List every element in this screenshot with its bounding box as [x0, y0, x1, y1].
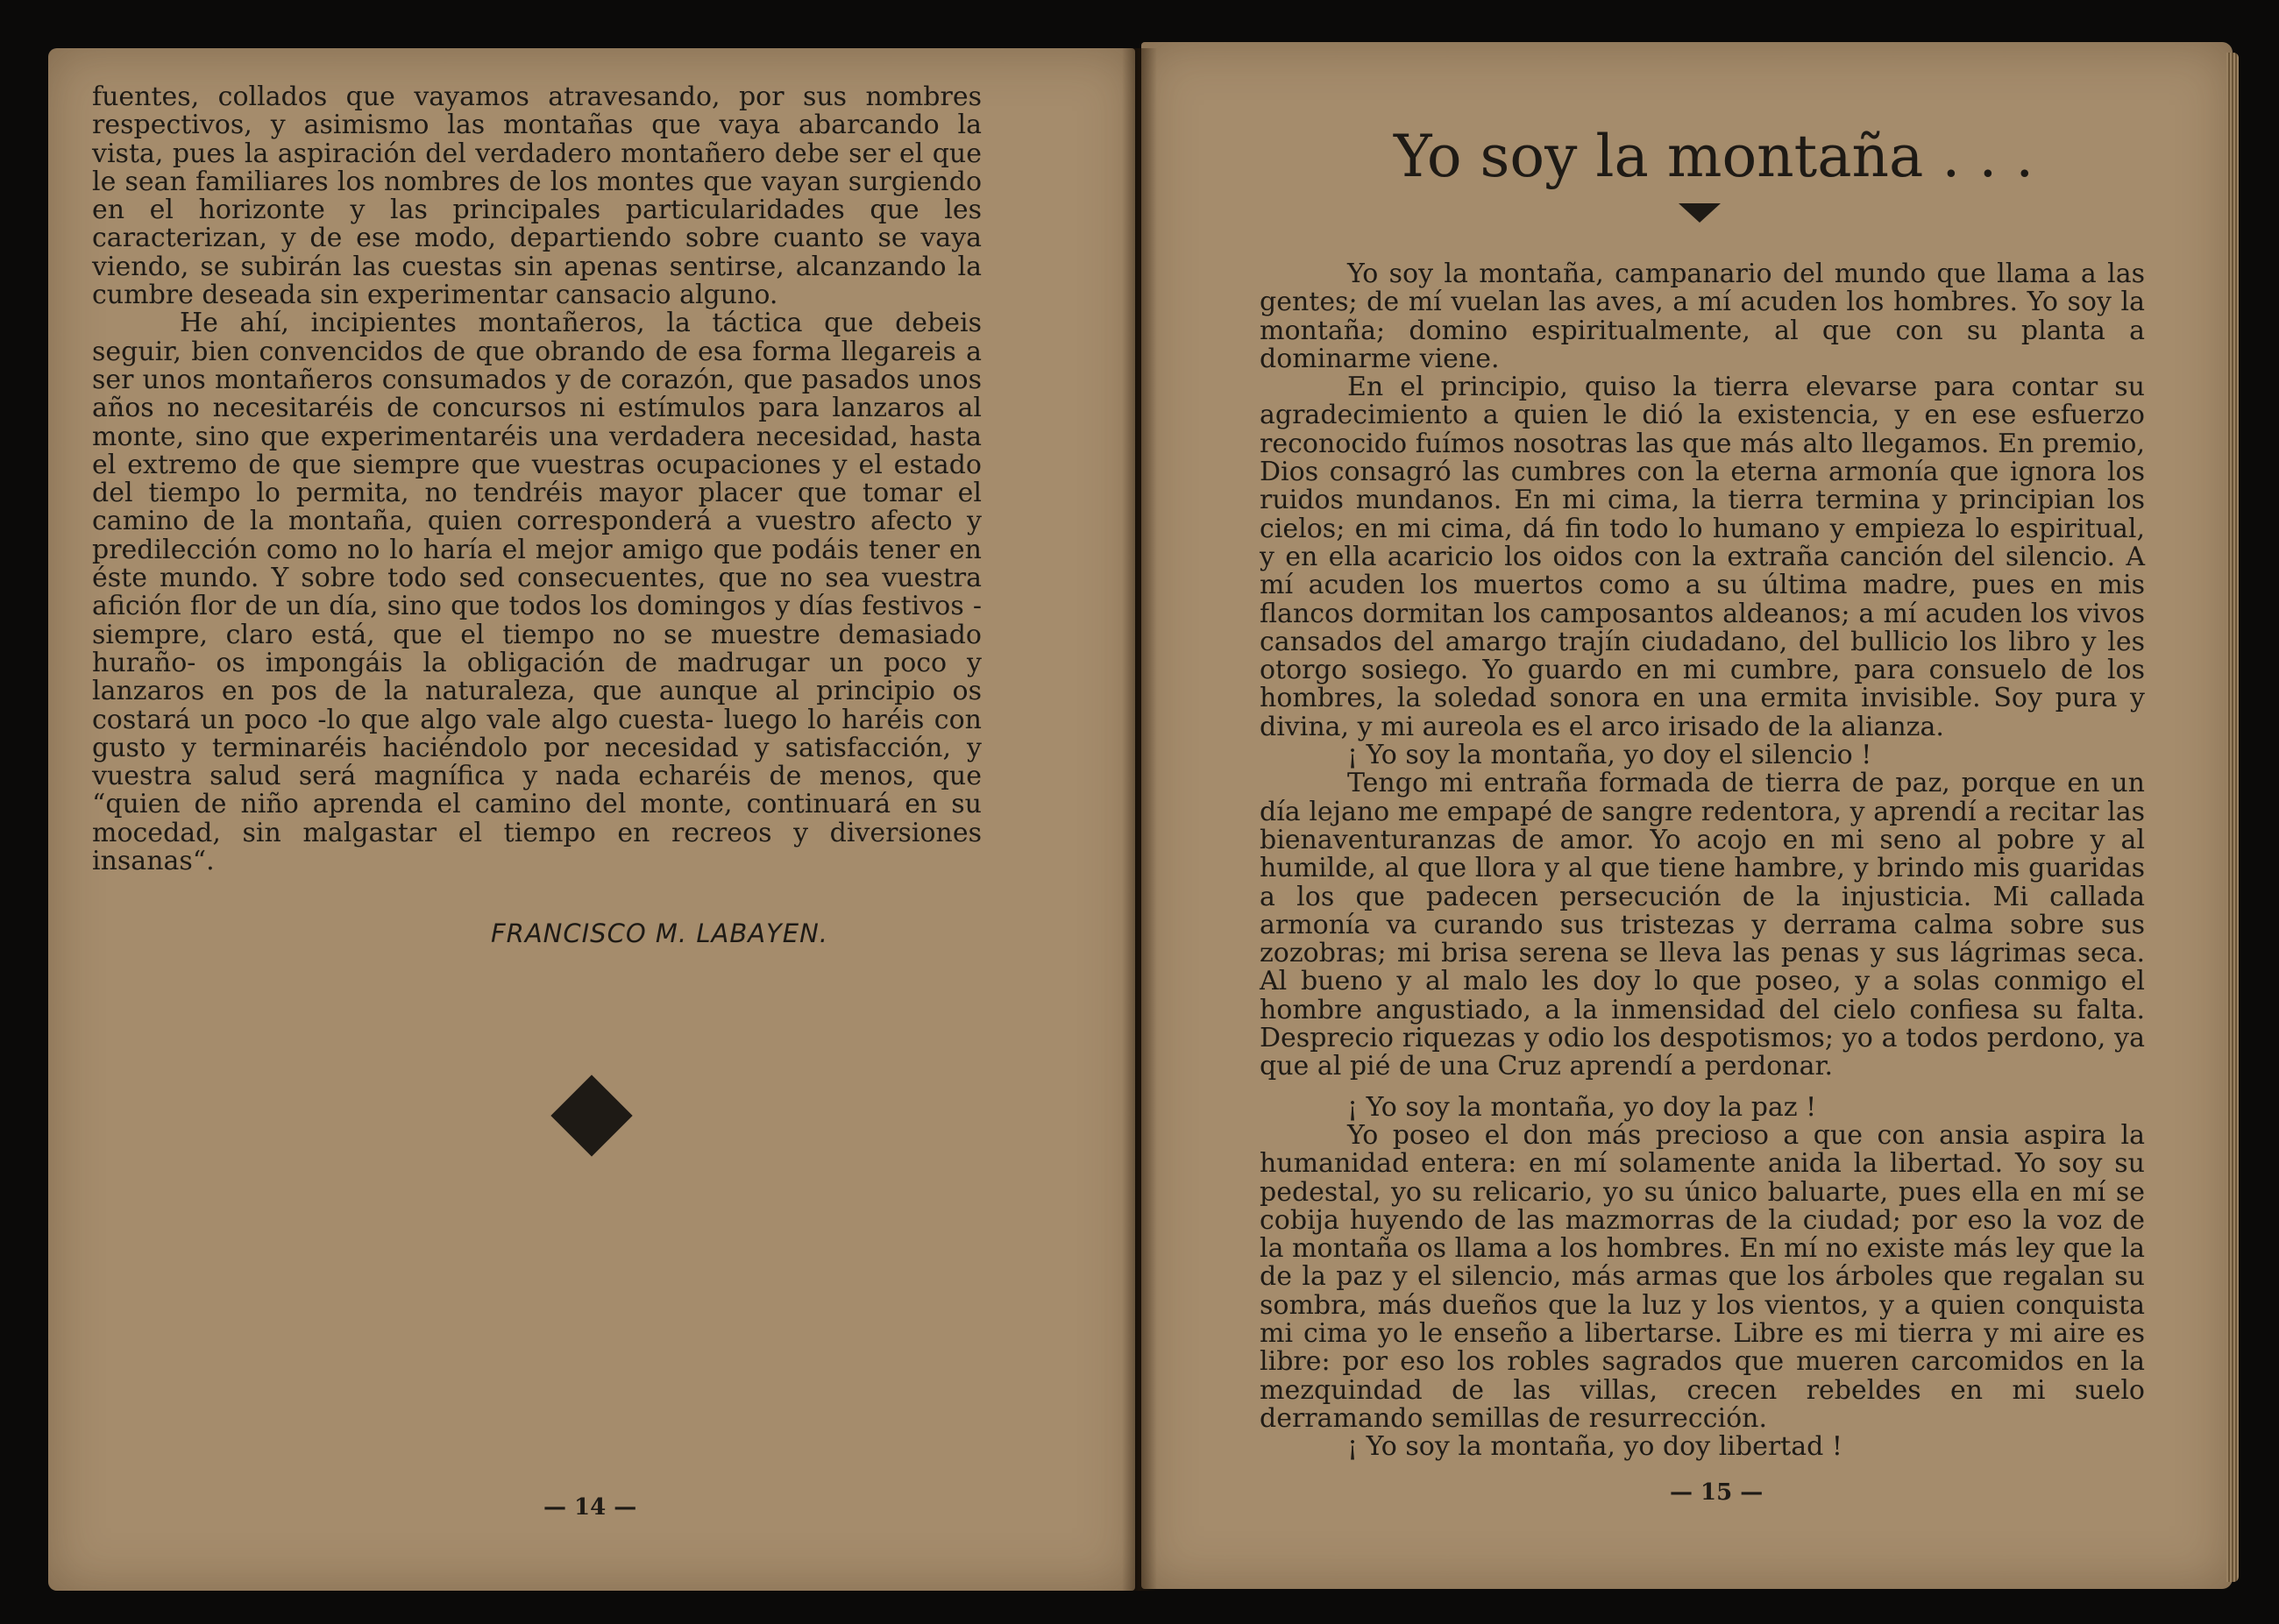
- right-paragraph-1: Yo soy la montaña, campanario del mundo que llama a las gentes; de mí vuelan las aves, a mí acuden los hombres. Yo soy la montaña; domino espiritualmente, al que con su planta a dominarme viene.: [1260, 259, 2145, 374]
- right-paragraph-4: Yo poseo el don más precioso a que con ansia aspira la humanidad entera: en mí solamente anida la libertad. Yo soy su pedestal, yo su relicario, yo su único baluarte, pues ella en mí se cobija huyendo de las mazmorras de la ciudad; por eso la voz de la montaña os llama a los hombres. En mí no existe más ley que la de la paz y el silencio, más armas que los árboles que regalan su sombra, más dueños que la luz y los vientos, y a quien conquista mi cima yo le enseño a libertarse. Libre es mi tierra y mi aire es libre: por eso los robles sagrados que mueren carcomidos en la mezquindad de las villas, crecen rebeldes en mi suelo derramando semillas de resurrección.: [1260, 1119, 2145, 1434]
- page-number-left: — 14 —: [543, 1494, 637, 1521]
- left-paragraph-2: He ahí, incipientes montañeros, la táctica que debeis seguir, bien convencidos de que obrando de esa forma llegareis a ser unos montañeros consumados y de corazón, que pasados unos años no necesitaréis de concursos ni estímulos para lanzaros al monte, sino que experimentaréis una verdadera necesidad, hasta el extremo de que siempre que vuestras ocupaciones y el estado del tiempo lo permita, no tendréis mayor placer que tomar el camino de la montaña, quien corresponderá a vuestro afecto y predilección como no lo haría el mejor amigo que podáis tener en éste mundo. Y sobre todo sed consecuentes, que no sea vuestra afición flor de un día, sino que todos los domingos y días festivos -siempre, claro está, que el tiempo no se muestre demasiado huraño- os impongáis la obligación de madrugar un poco y lanzaros en pos de la naturaleza, que aunque al principio os costará un poco -lo que algo vale algo cuesta- luego lo haréis con gusto y terminaréis haciéndolo por necesidad y satisfacción, y vuestra salud será magnífica y nada echaréis de menos, que “quien de niño aprenda el camino del monte, continuará en su mocedad, sin malgastar el tiempo en recreos y diversiones insanas“.: [92, 308, 982, 877]
- refrain-peace: ¡ Yo soy la montaña, yo doy la paz !: [1347, 1091, 1817, 1123]
- right-paragraph-3: Tengo mi entraña formada de tierra de paz, porque en un día lejano me empapé de sangre redentora, y aprendí a recitar las bienaventuranzas de amor. Yo acojo en mi seno al pobre y al humilde, al que llora y al que tiene hambre, y brindo mis guaridas a los que padecen persecución de la injusticia. Mi callada armonía va curando sus tristezas y derrama calma sobre sus zozobras; mi brisa serena se lleva las penas y sus lágrimas seca. Al bueno y al malo les doy lo que poseo, y a solas conmigo el hombre angustiado, a la inmensidad del cielo confiesa su falta. Desprecio riquezas y odio los despotismos; yo a todos perdono, ya que al pié de una Cruz aprendí a perdonar.: [1260, 768, 2145, 1082]
- author-signature: FRANCISCO M. LABAYEN.: [491, 918, 829, 948]
- right-paragraph-2: En el principio, quiso la tierra elevarse para contar su agradecimiento a quien le dió la existencia, y en ese esfuerzo reconocido fuímos nosotras las que más alto llegamos. En premio, Dios consagró las cumbres con la eterna armonía que ignora los ruidos mundanos. En mi cima, la tierra termina y principian los cielos; en mi cima, dá fin todo lo humano y empieza lo espiritual, y en ella acaricio los oidos con la extraña canción del silencio. A mí acuden los muertos como a su última madre, pues en mis flancos dormitan los camposantos aldeanos; a mí acuden los vivos cansados del amargo trajín ciudadano, del bullicio los libro y les otorgo sosiego. Yo guardo en mi cumbre, para consuelo de los hombres, la soledad sonora en una ermita invisible. Soy pura y divina, y mi aureola es el arco irisado de la alianza.: [1260, 372, 2145, 742]
- page-number-right: — 15 —: [1670, 1479, 1764, 1506]
- refrain-silence: ¡ Yo soy la montaña, yo doy el silencio !: [1347, 740, 1872, 771]
- page-title: Yo soy la montaña . . .: [1394, 123, 2034, 190]
- right-page-text: [1260, 260, 2145, 1461]
- page-edges: [2226, 53, 2239, 1582]
- left-paragraph-1: fuentes, collados que vayamos atravesando, por sus nombres respectivos, y asimismo las montañas que vaya abarcando la vista, pues la aspiración del verdadero montañero debe ser el que le sean familiares los nombres de los montes que vayan surgiendo en el horizonte y las principales particularidades que les caracterizan, y de ese modo, departiendo sobre cuanto se vaya viendo, se subirán las cuestas sin apenas sentirse, alcanzando la cumbre deseada sin experimentar cansacio alguno.: [92, 82, 982, 311]
- left-page-text: [92, 83, 982, 876]
- refrain-liberty: ¡ Yo soy la montaña, yo doy libertad !: [1347, 1431, 1842, 1463]
- triangle-ornament-icon: [1679, 203, 1721, 223]
